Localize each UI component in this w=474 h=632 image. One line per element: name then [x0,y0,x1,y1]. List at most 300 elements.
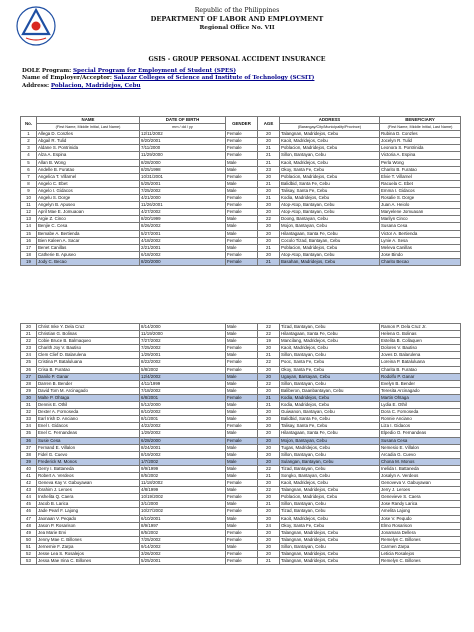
cell-gender: Male [226,451,258,458]
table-row [21,529,461,536]
cell-beneficiary: Remelyn C. Billones [380,536,461,543]
cell-name: Ibrahim J. Leroes [37,487,140,494]
cell-address: Balidbid, Santa Fe, Cebu [280,416,380,423]
cell-address: Sulangan, Bantayan, Cebu [280,458,380,465]
cell-name: Jea Marie Ervi [37,529,140,536]
cell-address: Mojon, Bantayan, Cebu [280,223,380,230]
table-row [21,543,461,550]
cell-gender: Male [226,352,258,359]
cell-name: Jason P. Rosarison [37,522,140,529]
cell-gender: Male [226,166,258,173]
cell-address: Tizad, Bantayan, Cebu [280,508,380,515]
cell-name: Jernemie F. Zarpa [37,543,140,550]
cell-gender: Female [226,138,258,145]
cell-name: Benjie C. Cesa [37,223,140,230]
cell-gender: Male [226,409,258,416]
table-row [21,345,461,352]
cell-beneficiary: Lydia E. Othil [380,402,461,409]
cell-beneficiary: Genevieve S. Caera [380,494,461,501]
cell-dob: 8/10/2002 [140,409,226,416]
cell-beneficiary: Jose Randy Larica [380,501,461,508]
cell-gender: Female [226,551,258,558]
cell-address: Mojon, Bantayan, Cebu [280,437,380,444]
col-gender-header: GENDER [226,117,258,131]
cell-no: 53 [21,558,37,565]
table-row [21,251,461,258]
insurance-table-2 [20,323,461,565]
cell-name: Danilo P. Ganar [37,373,140,380]
cell-beneficiary: Amelita Lajong [380,508,461,515]
cell-gender: Male [226,416,258,423]
table-row [21,430,461,437]
cell-beneficiary: Perla Wong [380,159,461,166]
cell-dob: 12/11/2002 [140,131,226,138]
table-row [21,536,461,543]
cell-gender: Male [226,402,258,409]
cell-dob: 1/7/2002 [140,458,226,465]
cell-name: Angelo C. Ebet [37,180,140,187]
cell-no: 44 [21,494,37,501]
cell-gender: Female [226,529,258,536]
cell-no: 23 [21,345,37,352]
table-1-body [21,131,461,266]
cell-age: 20 [258,423,280,430]
cell-dob: 8/22/2002 [140,359,226,366]
cell-gender: Male [226,324,258,331]
table-row [21,515,461,522]
cell-name: Catherie B. Apuseo [37,251,140,258]
cell-address: Talisay, Santa Fe, Cebu [280,187,380,194]
cell-age: 20 [258,251,280,258]
cell-name: Malte P. Ohtaga [37,394,140,401]
cell-gender: Female [226,345,258,352]
cell-no: 10 [21,195,37,202]
cell-beneficiary: Charito Becao [380,258,461,265]
cell-name: Bien Kaleen A. Sacar [37,237,140,244]
table-row [21,195,461,202]
cell-beneficiary: Victoria A. Espina [380,152,461,159]
cell-no: 16 [21,237,37,244]
table-row [21,152,461,159]
cell-address: Kaoit, Madridejos, Cebu [280,480,380,487]
cell-gender: Male [226,338,258,345]
cell-age: 21 [258,394,280,401]
cell-beneficiary: Chona M. Monos [380,458,461,465]
cell-beneficiary: Teresita Arcinagado [380,387,461,394]
cell-dob: 5/27/2001 [140,230,226,237]
cell-no: 33 [21,416,37,423]
cell-dob: 11/26/2001 [140,202,226,209]
cell-no: 18 [21,251,37,258]
cell-gender: Male [226,180,258,187]
table-row [21,223,461,230]
cell-name: Jody C. Becao [37,258,140,265]
cell-age: 21 [258,152,280,159]
cell-address: Tizad, Bantayan, Cebu [280,324,380,331]
cell-age: 24 [258,522,280,529]
cell-address: Talangnan, Madridejos, Cebu [280,487,380,494]
cell-no: 35 [21,430,37,437]
cell-beneficiary: Rodolfo P. Ganar [380,373,461,380]
table-row [21,465,461,472]
table-row [21,209,461,216]
cell-no: 8 [21,180,37,187]
cell-beneficiary: Remelyn C. Billones [380,558,461,565]
cell-address: Sillon, Bantayan, Cebu [280,501,380,508]
cell-gender: Male [226,522,258,529]
cell-gender: Male [226,458,258,465]
cell-address: Sillon, Bantayan, Cebu [280,451,380,458]
cell-address: Balidbid, Santa Fe, Cebu [280,180,380,187]
cell-address: Poblacion, Madridejos, Cebu [280,145,380,152]
document-header [0,0,474,52]
cell-no: 7 [21,173,37,180]
cell-age: 20 [258,451,280,458]
cell-dob: 1/29/2001 [140,352,226,359]
table-row [21,437,461,444]
cell-name: Crisa B. Furatao [37,366,140,373]
cell-name: Allan B. Wong [37,159,140,166]
cell-address: Atop-Atop, Bantayan, Cebu [280,251,380,258]
cell-beneficiary: Susana Cesa [380,223,461,230]
cell-beneficiary: Susana Cesa [380,437,461,444]
cell-address: Sillon, Bantayan, Cebu [280,152,380,159]
cell-age: 20 [258,237,280,244]
table-row [21,173,461,180]
cell-gender: Female [226,359,258,366]
table-row [21,166,461,173]
table-row [21,522,461,529]
table-row [21,138,461,145]
cell-name: April Mae E. Jomuaoan [37,209,140,216]
cell-beneficiary: Meleva Canillas [380,244,461,251]
table-row [21,373,461,380]
cell-dob: 1/29/2002 [140,430,226,437]
employer-value: Salazar Colleges of Science and Institute of Technology (SCSIT) [113,75,315,82]
cell-no: 29 [21,387,37,394]
cell-dob: 8/14/2000 [140,324,226,331]
cell-name: Gerry I. Battaneda [37,465,140,472]
cell-dob: 3/26/2002 [140,551,226,558]
cell-age: 20 [258,345,280,352]
col-address-header: ADDRESS [280,117,380,124]
cell-age: 22 [258,487,280,494]
cell-address: Kaoit, Madridejos, Cebu [280,345,380,352]
cell-gender: Male [226,444,258,451]
cell-address: Talisay, Santa Fe, Cebu [280,423,380,430]
cell-dob: 8/24/2001 [140,444,226,451]
table-row [21,558,461,565]
cell-age: 20 [258,209,280,216]
cell-address: Doong, Bantayan, Cebu [280,216,380,223]
cell-beneficiary: Rubina D. Conzles [380,131,461,138]
department-line: DEPARTMENT OF LABOR AND EMPLOYMENT [150,15,324,23]
cell-age: 20 [258,202,280,209]
cell-no: 41 [21,472,37,479]
cell-gender: Male [226,187,258,194]
cell-no: 42 [21,480,37,487]
cell-dob: 8/5/2002 [140,472,226,479]
cell-age: 21 [258,472,280,479]
cell-address: Okoy, Santa Fe, Cebu [280,522,380,529]
col-address-subheader: (Barangay/City/Municipality/Province) [280,124,380,131]
cell-beneficiary: Josalyn A. Verdeos [380,472,461,479]
cell-gender: Male [226,216,258,223]
cell-name: Jade Pearl F. Lajong [37,508,140,515]
cell-age: 20 [258,458,280,465]
cell-no: 20 [21,324,37,331]
cell-name: Geneva Kay V. Gabuyawan [37,480,140,487]
table-row [21,409,461,416]
cell-no: 6 [21,166,37,173]
cell-age: 20 [258,551,280,558]
cell-no: 22 [21,338,37,345]
cell-address: Baliberon, Daanbantayan, Cebu [280,387,380,394]
col-no-header: No. [21,117,37,131]
table-row [21,366,461,373]
cell-beneficiary: Loreina P. Bataluluana [380,359,461,366]
cell-name: Jenny Mae C. Billones [37,536,140,543]
cell-age: 22 [258,380,280,387]
cell-address: Talangnan, Madridejos, Cebu [280,131,380,138]
dole-program-value: Special Program for Employment of Student (SPES) [73,68,236,74]
table-row [21,501,461,508]
cell-dob: 5/12/2000 [140,402,226,409]
cell-dob: 11/29/2000 [140,152,226,159]
cell-beneficiary: Marilyn Cinco [380,216,461,223]
cell-dob: 10/27/2002 [140,508,226,515]
cell-no: 12 [21,209,37,216]
cell-name: Abgail R. Tulid [37,138,140,145]
republic-line: Republic of the Philippines [194,7,280,14]
cell-age: 20 [258,437,280,444]
cell-dob: 6/8/2001 [140,394,226,401]
cell-age: 20 [258,480,280,487]
cell-no: 25 [21,359,37,366]
cell-no: 39 [21,458,37,465]
regional-office-line: Regional Office No. VII [199,25,275,31]
cell-gender: Female [226,195,258,202]
cell-beneficiary: Martin Ohtaga [380,394,461,401]
table-row [21,444,461,451]
cell-age: 20 [258,543,280,550]
cell-name: Angelo I. Gidacos [37,187,140,194]
table-row [21,180,461,187]
table-row [21,145,461,152]
cell-beneficiary: Emma I. Gidacos [380,187,461,194]
cell-name: Charith Joy V. Bautiso [37,345,140,352]
cell-name: Inshelita Q. Caera [37,494,140,501]
cell-dob: 8/20/1999 [140,216,226,223]
cell-address: Tizad, Bantayan, Cebu [280,465,380,472]
cell-no: 48 [21,522,37,529]
cell-beneficiary: Elpedio O. Fernandeas [380,430,461,437]
cell-age: 19 [258,338,280,345]
cell-no: 47 [21,515,37,522]
cell-beneficiary: Jerry J. Leroes [380,487,461,494]
cell-beneficiary: Juan A. Heiolo [380,202,461,209]
cell-no: 37 [21,444,37,451]
cell-beneficiary: Joves D. Balarulena [380,352,461,359]
cell-name: David Tom M. Arcinagado [37,387,140,394]
cell-name: Christ Inke Y. Dela Cruz [37,324,140,331]
cell-gender: Female [226,131,258,138]
cell-gender: Female [226,558,258,565]
cell-dob: 4/27/2002 [140,209,226,216]
cell-address: Sillon, Bantayan, Cebu [280,352,380,359]
cell-no: 4 [21,152,37,159]
cell-gender: Male [226,159,258,166]
cell-age: 21 [258,145,280,152]
cell-name: Angelu S. Dorge [37,195,140,202]
cell-name: Argie Z. Cinco [37,216,140,223]
cell-name: Dexter A. Fornoseda [37,409,140,416]
cell-dob: 8/28/2000 [140,159,226,166]
table-row [21,324,461,331]
cell-no: 46 [21,508,37,515]
cell-age: 20 [258,131,280,138]
cell-no: 36 [21,437,37,444]
cell-address: Okoy, Santa Fe, Cebu [280,366,380,373]
cell-age: 20 [258,515,280,522]
cell-no: 15 [21,230,37,237]
cell-no: 40 [21,465,37,472]
cell-address: Kaoit, Madridejos, Cebu [280,515,380,522]
cell-no: 21 [21,331,37,338]
cell-beneficiary: Maryelene Jomuaoan [380,209,461,216]
col-dob-header: DATE OF BIRTH [140,117,226,124]
cell-dob: 7/27/2002 [140,338,226,345]
cell-dob: 6/18/2002 [140,251,226,258]
cell-address: Pooc, Santa Fe, Cebu [280,359,380,366]
cell-name: Andelle B. Furatao [37,166,140,173]
cell-beneficiary: Nemesio E. Villalon [380,444,461,451]
dole-program-label: DOLE Program: [22,68,72,74]
cell-beneficiary: Genoveva V. Gabuyawan [380,480,461,487]
cell-beneficiary: Leticia Rosalejos [380,551,461,558]
table-row [21,359,461,366]
cell-name: Alza A. Espina [37,152,140,159]
cell-age: 20 [258,430,280,437]
cell-address: Ugayan, Bantayan, Cebu [280,373,380,380]
cell-address: Talangnan, Madridejos, Cebu [280,529,380,536]
cell-gender: Female [226,145,258,152]
col-name-header: NAME [37,117,140,124]
cell-name: Fernand E. Villalon [37,444,140,451]
cell-name: Enel I. Gidacos [37,423,140,430]
cell-beneficiary: Evelyn B. Bender [380,380,461,387]
insurance-table-1 [20,116,461,266]
table-row [21,331,461,338]
cell-beneficiary: Lynie A. Sesa [380,237,461,244]
table-row [21,187,461,194]
cell-no: 45 [21,501,37,508]
cell-age: 20 [258,138,280,145]
cell-dob: 7/11/2000 [140,145,226,152]
cell-address: Talangnan, Madridejos, Cebu [280,536,380,543]
cell-no: 50 [21,536,37,543]
employer-row [22,75,314,82]
col-beneficiary-header: BENEFICIARY [380,117,461,124]
cell-beneficiary: Jose Bindo [380,251,461,258]
cell-dob: 3/1/2000 [140,501,226,508]
cell-name: Darren B. Bender [37,380,140,387]
cell-no: 28 [21,380,37,387]
address-label: Address: [22,82,50,89]
cell-address: Poblacion, Madridejos, Cebu [280,173,380,180]
cell-age: 22 [258,359,280,366]
cell-dob: 4/11/1999 [140,380,226,387]
cell-dob: 2/21/2001 [140,244,226,251]
cell-no: 43 [21,487,37,494]
cell-dob: 8/9/1997 [140,522,226,529]
cell-no: 49 [21,529,37,536]
cell-dob: 10/19/2002 [140,494,226,501]
table-row [21,494,461,501]
cell-address: Okoy, Santa Fe, Cebu [280,166,380,173]
table-row [21,387,461,394]
cell-no: 1 [21,131,37,138]
cell-gender: Female [226,480,258,487]
cell-age: 21 [258,180,280,187]
cell-gender: Female [226,494,258,501]
cell-dob: 7/25/2002 [140,345,226,352]
cell-address: Mancilang, Madridejos, Cebu [280,338,380,345]
cell-beneficiary: Inelida I. Battaneda [380,465,461,472]
cell-beneficiary: Helena G. Bolinas [380,331,461,338]
cell-gender: Male [226,472,258,479]
cell-address: Tugas, Madridejos, Cebu [280,444,380,451]
cell-age: 21 [258,558,280,565]
table-row [21,338,461,345]
cell-address: Hilantagaan, Santa Fe, Cebu [280,230,380,237]
cell-no: 34 [21,423,37,430]
cell-gender: Male [226,487,258,494]
cell-gender: Male [226,331,258,338]
cell-dob: 11/19/2000 [140,331,226,338]
cell-address: Atop-Atop, Bantayan, Cebu [280,209,380,216]
address-row [22,83,314,90]
cell-dob: 9/20/2001 [140,138,226,145]
cell-beneficiary: Estelita B. Collaquen [380,338,461,345]
cell-no: 24 [21,352,37,359]
cell-address: Kodia, Madridejos, Cebu [280,402,380,409]
cell-address: Hilantagaan, Santa Fe, Cebu [280,430,380,437]
cell-gender: Female [226,536,258,543]
cell-gender: Female [226,394,258,401]
cell-gender: Male [226,515,258,522]
cell-name: Jacob B. Larica [37,501,140,508]
cell-gender: Female [226,209,258,216]
cell-name: Benet Canillas [37,244,140,251]
cell-no: 3 [21,145,37,152]
cell-gender: Male [226,465,258,472]
table-row [21,402,461,409]
cell-age: 20 [258,173,280,180]
cell-gender: Female [226,258,258,265]
cell-age: 20 [258,508,280,515]
cell-age: 22 [258,331,280,338]
cell-address: Sillon, Bantayan, Cebu [280,380,380,387]
cell-name: Dennis E. Othil [37,402,140,409]
table-row [21,451,461,458]
cell-name: Angelica T. Villarnel [37,173,140,180]
cell-age: 22 [258,216,280,223]
cell-age: 21 [258,159,280,166]
cell-dob: 6/28/2000 [140,437,226,444]
table-row [21,416,461,423]
cell-no: 31 [21,402,37,409]
